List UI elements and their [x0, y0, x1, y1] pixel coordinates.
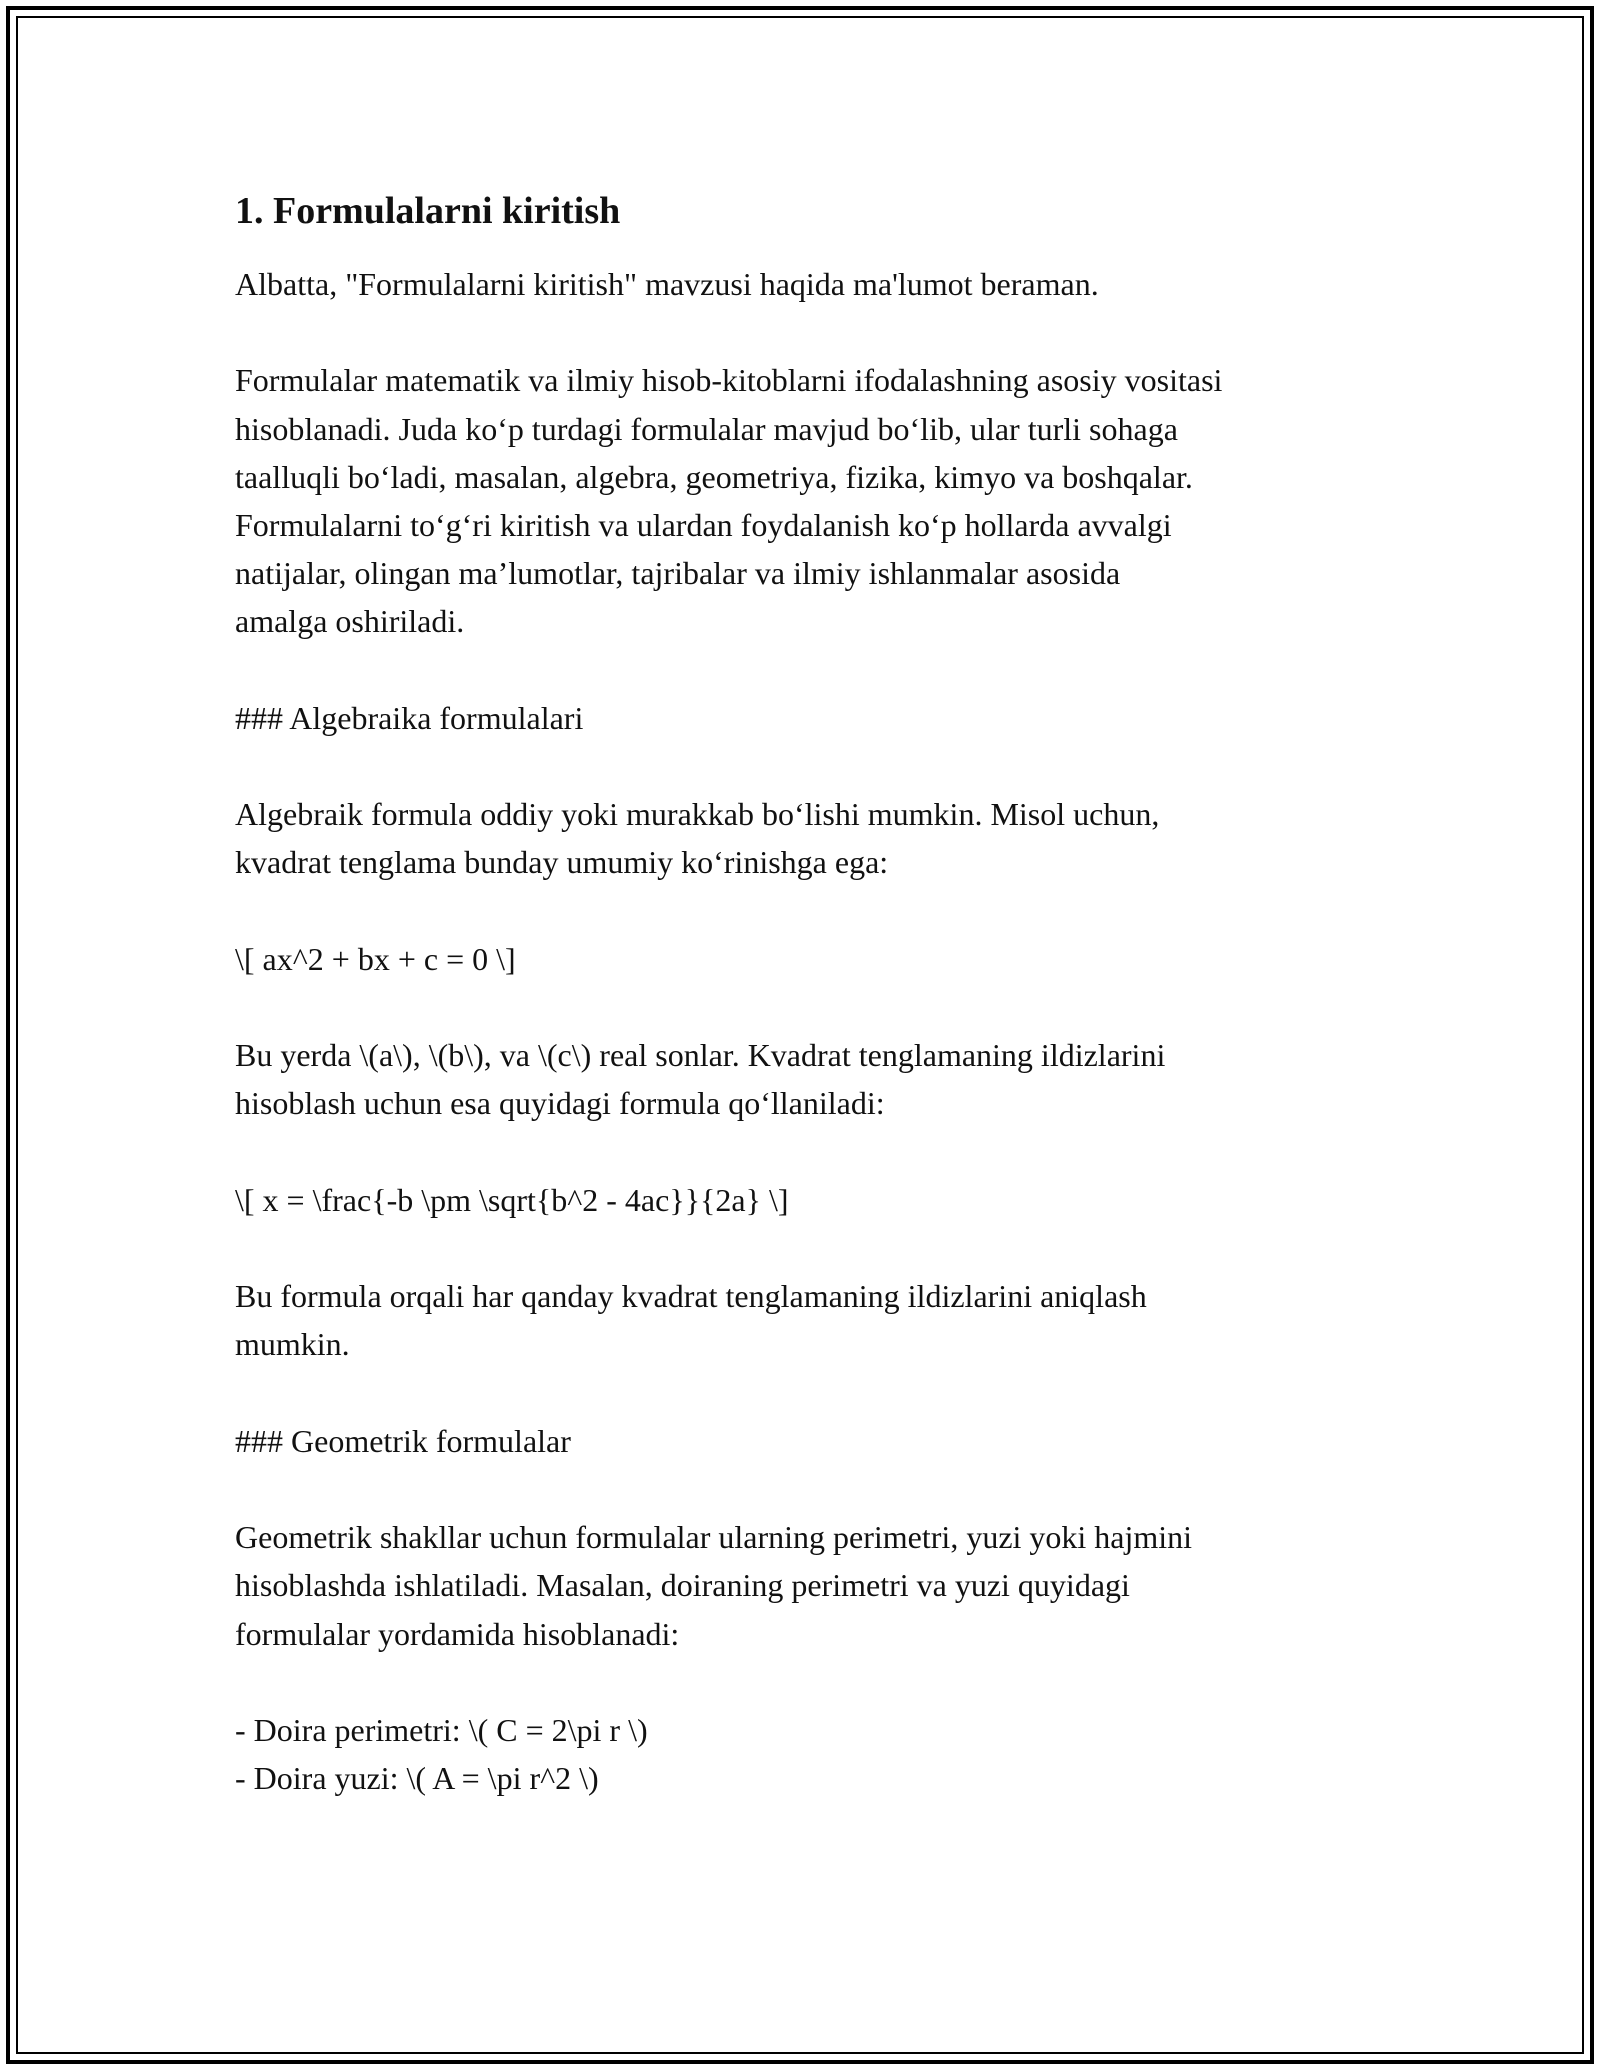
text-line: natijalar, olingan maʼlumotlar, tajribalar va ilmiy ishlanmalar asosida: [235, 555, 1121, 592]
section-heading-algebra: [235, 694, 1415, 742]
text-line: Formulalar matematik va ilmiy hisob-kitoblarni ifodalashning asosiy vositasi: [235, 362, 1223, 399]
text-line: taalluqli boʻladi, masalan, algebra, geometriya, fizika, kimyo va boshqalar.: [235, 458, 1193, 495]
text-line: ### Geometrik formulalar: [235, 1422, 571, 1459]
text-line: formulalar yordamida hisoblanadi:: [235, 1615, 680, 1652]
formulas-description-paragraph: [235, 356, 1415, 645]
text-line: hisoblash uchun esa quyidagi formula qoʻllaniladi:: [235, 1085, 885, 1122]
text-line: Algebraik formula oddiy yoki murakkab boʻlishi mumkin. Misol uchun,: [235, 796, 1160, 833]
text-line: hisoblashda ishlatiladi. Masalan, doiraning perimetri va yuzi quyidagi: [235, 1567, 1130, 1604]
text-line: Formulalarni toʻgʻri kiritish va ulardan foydalanish koʻp hollarda avvalgi: [235, 507, 1172, 543]
circle-formulas-list: [235, 1706, 1415, 1802]
section-heading-geometry: [235, 1417, 1415, 1465]
document-body: [235, 186, 1415, 1851]
list-item: - Doira perimetri: \( C = 2\pi r \): [235, 1711, 648, 1748]
intro-paragraph: [235, 260, 1415, 308]
text-line: Bu yerda \(a\), \(b\), va \(c\) real sonlar. Kvadrat tenglamaning ildizlarini: [235, 1037, 1166, 1074]
text-line: kvadrat tenglama bunday umumiy koʻrinishga ega:: [235, 844, 889, 881]
text-line: \[ x = \frac{-b \pm \sqrt{b^2 - 4ac}}{2a} \]: [235, 1181, 789, 1218]
text-line: Bu formula orqali har qanday kvadrat tenglamaning ildizlarini aniqlash: [235, 1278, 1147, 1315]
roots-explanation-paragraph: [235, 1272, 1415, 1368]
text-line: ### Algebraika formulalari: [235, 699, 584, 736]
text-line: Albatta, "Formulalarni kiritish" mavzusi haqida ma'lumot beraman.: [235, 266, 1099, 302]
text-line: \[ ax^2 + bx + c = 0 \]: [235, 940, 516, 977]
list-item: - Doira yuzi: \( A = \pi r^2 \): [235, 1760, 599, 1797]
quadratic-equation-formula: [235, 935, 1415, 983]
text-line: amalga oshiriladi.: [235, 603, 465, 640]
geometry-paragraph: [235, 1513, 1415, 1658]
document-title: 1. Formulalarni kiritish: [235, 190, 621, 232]
algebra-paragraph: [235, 790, 1415, 886]
coefficients-paragraph: [235, 1031, 1415, 1127]
quadratic-roots-formula: [235, 1176, 1415, 1224]
text-line: mumkin.: [235, 1326, 350, 1363]
text-line: Geometrik shakllar uchun formulalar ularning perimetri, yuzi yoki hajmini: [235, 1519, 1193, 1556]
text-line: hisoblanadi. Juda koʻp turdagi formulalar mavjud boʻlib, ular turli sohaga: [235, 410, 1178, 447]
